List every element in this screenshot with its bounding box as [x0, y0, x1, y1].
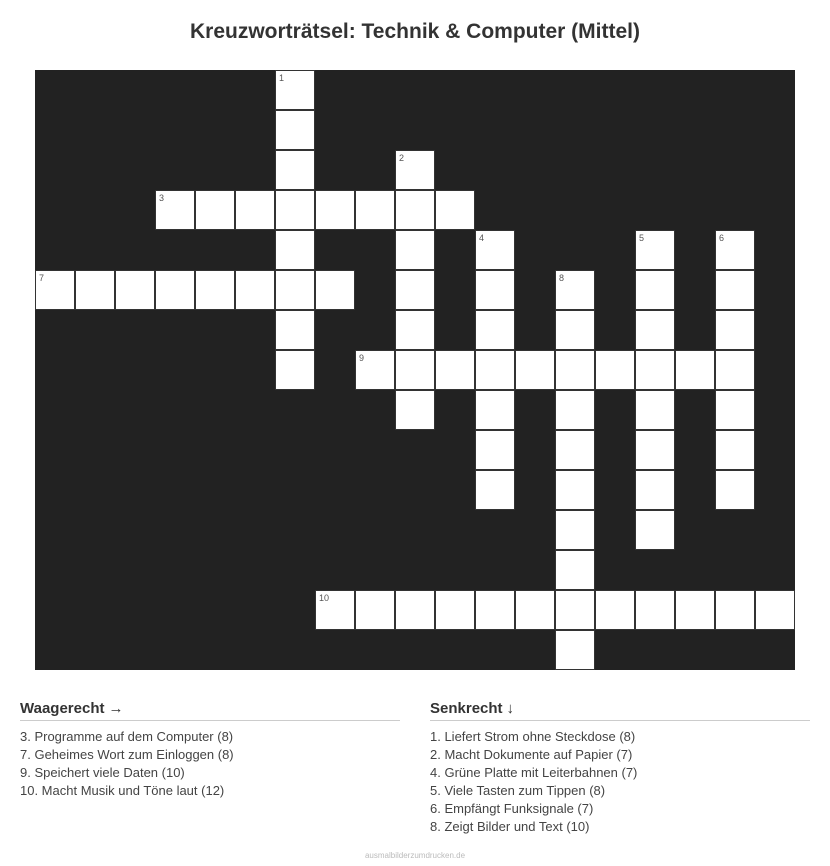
crossword-cell[interactable]	[275, 190, 315, 230]
crossword-cell[interactable]	[595, 350, 635, 390]
crossword-cell[interactable]	[315, 590, 355, 630]
clue-number: 4	[479, 233, 485, 243]
crossword-cell[interactable]	[635, 390, 675, 430]
down-clue: 2. Macht Dokumente auf Papier (7)	[430, 747, 633, 762]
crossword-cell[interactable]	[475, 230, 515, 270]
clue-number: 10	[319, 593, 330, 603]
across-heading-label: Waagerecht	[20, 700, 105, 717]
footer-watermark: ausmalbilderzumdrucken.de	[364, 851, 466, 860]
down-heading-label: Senkrecht	[430, 700, 503, 717]
crossword-cell[interactable]	[395, 230, 435, 270]
crossword-cell[interactable]	[275, 270, 315, 310]
crossword-cell[interactable]	[475, 590, 515, 630]
crossword-cell[interactable]	[355, 590, 395, 630]
down-clue: 4. Grüne Platte mit Leiterbahnen (7)	[430, 765, 638, 780]
crossword-cell[interactable]	[75, 270, 115, 310]
across-clues	[20, 700, 400, 800]
page-title: Kreuzworträtsel: Technik & Computer (Mittel)	[190, 20, 640, 43]
crossword-cell[interactable]	[315, 270, 355, 310]
crossword-cell[interactable]	[555, 430, 595, 470]
crossword-cell[interactable]	[395, 150, 435, 190]
crossword-cell[interactable]	[715, 390, 755, 430]
crossword-cell[interactable]	[435, 190, 475, 230]
crossword-cell[interactable]	[475, 350, 515, 390]
clue-number: 2	[399, 153, 405, 163]
crossword-cell[interactable]	[395, 390, 435, 430]
crossword-cell[interactable]	[395, 310, 435, 350]
across-clue: 9. Speichert viele Daten (10)	[20, 765, 185, 780]
crossword-cell[interactable]	[555, 390, 595, 430]
clue-number: 1	[279, 73, 285, 83]
crossword-cell[interactable]	[555, 590, 595, 630]
crossword-cell[interactable]	[275, 350, 315, 390]
crossword-cell[interactable]	[475, 470, 515, 510]
crossword-cell[interactable]	[715, 310, 755, 350]
crossword-cell[interactable]	[195, 190, 235, 230]
crossword-cell[interactable]	[435, 350, 475, 390]
crossword-cell[interactable]	[275, 310, 315, 350]
clue-number: 5	[639, 233, 645, 243]
crossword-cell[interactable]	[715, 270, 755, 310]
crossword-cell[interactable]	[395, 270, 435, 310]
crossword-cell[interactable]	[515, 590, 555, 630]
crossword-cell[interactable]	[715, 590, 755, 630]
clue-number: 3	[159, 193, 165, 203]
crossword-cell[interactable]	[715, 470, 755, 510]
crossword-cell[interactable]	[275, 150, 315, 190]
crossword-cell[interactable]	[635, 470, 675, 510]
crossword-cell[interactable]	[635, 270, 675, 310]
clue-number: 6	[719, 233, 725, 243]
crossword-cell[interactable]	[475, 390, 515, 430]
down-clue: 1. Liefert Strom ohne Steckdose (8)	[430, 729, 636, 744]
crossword-cell[interactable]	[635, 510, 675, 550]
crossword-cell[interactable]	[555, 550, 595, 590]
clue-number: 9	[359, 353, 365, 363]
arrow-right-icon: →	[108, 700, 124, 717]
clue-number: 7	[39, 273, 45, 283]
across-clue: 10. Macht Musik und Töne laut (12)	[20, 783, 225, 798]
crossword-cell[interactable]	[155, 270, 195, 310]
crossword-cell[interactable]	[275, 230, 315, 270]
crossword-cell[interactable]	[395, 350, 435, 390]
crossword-cell[interactable]	[555, 270, 595, 310]
crossword-cell[interactable]	[555, 630, 595, 670]
crossword-cell[interactable]	[595, 590, 635, 630]
crossword-grid	[35, 70, 795, 670]
crossword-cell[interactable]	[515, 350, 555, 390]
down-clue: 8. Zeigt Bilder und Text (10)	[430, 819, 590, 834]
crossword-cell[interactable]	[475, 430, 515, 470]
crossword-cell[interactable]	[715, 350, 755, 390]
crossword-cell[interactable]	[635, 310, 675, 350]
crossword-cell[interactable]	[755, 590, 795, 630]
crossword-cell[interactable]	[555, 310, 595, 350]
crossword-cell[interactable]	[635, 350, 675, 390]
crossword-cell[interactable]	[635, 230, 675, 270]
crossword-cell[interactable]	[395, 590, 435, 630]
crossword-cell[interactable]	[675, 350, 715, 390]
crossword-cell[interactable]	[715, 230, 755, 270]
crossword-cell[interactable]	[155, 190, 195, 230]
arrow-down-icon: ↓	[506, 700, 515, 717]
down-clue: 5. Viele Tasten zum Tippen (8)	[430, 783, 606, 798]
crossword-cell[interactable]	[275, 70, 315, 110]
crossword-cell[interactable]	[555, 470, 595, 510]
across-heading	[20, 700, 400, 721]
crossword-cell[interactable]	[355, 190, 395, 230]
down-clues	[430, 700, 810, 836]
crossword-cell[interactable]	[235, 270, 275, 310]
down-heading	[430, 700, 810, 721]
crossword-cell[interactable]	[715, 430, 755, 470]
crossword-cell[interactable]	[555, 350, 595, 390]
crossword-cell[interactable]	[395, 190, 435, 230]
down-clue: 6. Empfängt Funksignale (7)	[430, 801, 594, 816]
crossword-cell[interactable]	[275, 110, 315, 150]
crossword-cell[interactable]	[675, 590, 715, 630]
crossword-cell[interactable]	[195, 270, 235, 310]
crossword-cell[interactable]	[635, 430, 675, 470]
across-clue: 7. Geheimes Wort zum Einloggen (8)	[20, 747, 234, 762]
crossword-cell[interactable]	[315, 190, 355, 230]
crossword-cell[interactable]	[35, 270, 75, 310]
crossword-cell[interactable]	[635, 590, 675, 630]
crossword-cell[interactable]	[235, 190, 275, 230]
crossword-cell[interactable]	[475, 270, 515, 310]
crossword-cell[interactable]	[555, 510, 595, 550]
crossword-cell[interactable]	[115, 270, 155, 310]
crossword-cell[interactable]	[475, 310, 515, 350]
crossword-cell[interactable]	[355, 350, 395, 390]
clue-number: 8	[559, 273, 565, 283]
across-clue: 3. Programme auf dem Computer (8)	[20, 729, 234, 744]
crossword-cell[interactable]	[435, 590, 475, 630]
